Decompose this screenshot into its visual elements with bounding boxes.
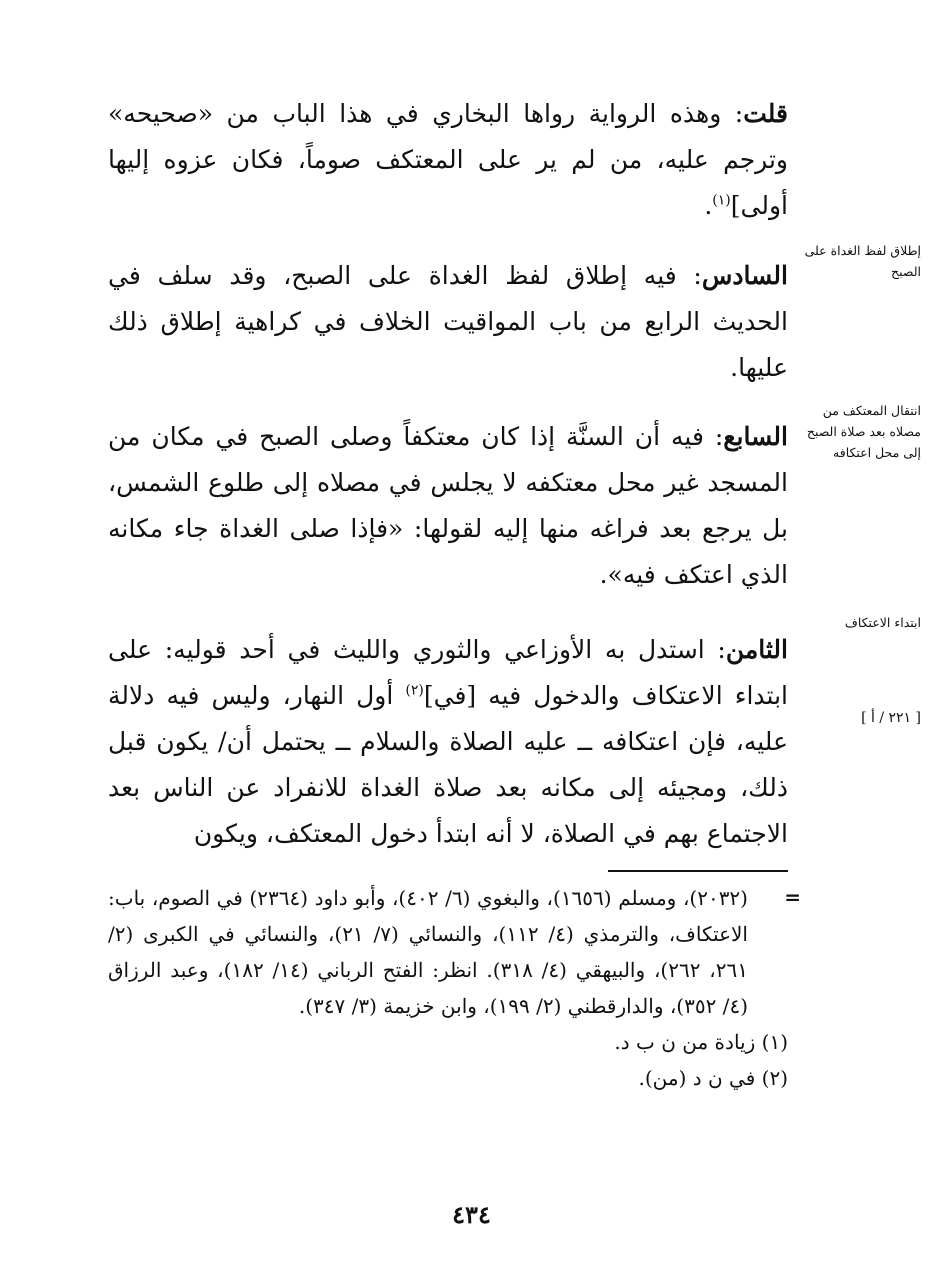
continuation-mark: = — [784, 885, 801, 909]
paragraph-text: : استدل به الأوزاعي والثوري والليث في أحد قوليه: على ابتداء الاعتكاف والدخول فيه [في] — [108, 635, 788, 710]
paragraph-lead: السابع — [723, 422, 788, 451]
footnote-item — [108, 1060, 788, 1096]
footnote-continuation: (٢٠٣٢)، ومسلم (١٦٥٦)، والبغوي (٦/ ٤٠٢)، وأبو داود (٢٣٦٤) في الصوم، باب: الاعتكاف، والترمذي (٤/ ١١٢)، والنسائي (٧/ ٢١)، والنسائي في الكبرى (٢/ ٢٦١، ٢٦٢)، والبيهقي (٤/ ٣١٨). انظر: الفتح الرباني (١٤/ ١٨٢)، وعبد الرزاق (٤/ ٣٥٢)، والدارقطني (٢/ ١٩٩)، وابن خزيمة (٣/ ٣٤٧). — [108, 886, 748, 1018]
paragraph-text: : فيه أن السنَّة إذا كان معتكفاً وصلى الصبح في مكان من المسجد غير محل معتكفه لا يجلس في مصلاه إلى طلوع الشمس، بل يرجع بعد فراغه منها إليه لقولها: «فإذا صلى الغداة جاء مكانه الذي اعتكف فيه». — [108, 422, 788, 589]
paragraph-text-cont: أول النهار، وليس فيه دلالة عليه، فإن اعتكافه ــ عليه الصلاة والسلام ــ يحتمل أن/ يكون قبل ذلك، ومجيئه إلى مكانه بعد صلاة الغداة للانفراد عن الناس بعد الاجتماع بهم في الصلاة، لا أنه ابتدأ دخول المعتكف، ويكون — [108, 681, 789, 848]
paragraph-lead: الثامن — [725, 635, 788, 664]
margin-note-start: ابتداء الاعتكاف — [844, 615, 921, 630]
footnote-item — [108, 1024, 788, 1060]
paragraph-seventh — [108, 414, 788, 598]
paragraph-sixth — [108, 253, 788, 391]
manuscript-ref-tag: [ ٢٢١ / أ ] — [861, 710, 921, 726]
paragraph-eighth — [108, 627, 788, 857]
footnote-ref-2: (٢) — [405, 682, 424, 699]
footnote-ref-1: (١) — [712, 192, 731, 209]
margin-note-ghadah: إطلاق لفظ الغداة على الصبح — [804, 243, 921, 279]
footnotes-block — [108, 880, 788, 1096]
footnote-number: (٢) — [761, 1066, 788, 1090]
footnote-text: في ن د (من). — [638, 1066, 756, 1090]
paragraph-note — [108, 91, 788, 229]
margin-note-moving: انتقال المعتكف من مصلاه بعد صلاة الصبح إلى محل اعتكافه — [806, 403, 921, 460]
footnote-number: (١) — [761, 1030, 788, 1054]
page-number: ٤٣٤ — [452, 1200, 491, 1229]
paragraph-text: : فيه إطلاق لفظ الغداة على الصبح، وقد سلف في الحديث الرابع من باب المواقيت الخلاف في كراهية إطلاق ذلك عليها. — [108, 261, 788, 382]
paragraph-lead: قلت — [743, 99, 788, 128]
footnote-text: زيادة من ن ب د. — [614, 1030, 756, 1054]
paragraph-text: : وهذه الرواية رواها البخاري في هذا الباب من «صحيحه» وترجم عليه، من لم ير على المعتكف صوماً، فكان عزوه إليها أولى] — [108, 99, 788, 220]
paragraph-lead: السادس — [701, 261, 788, 290]
footnote-divider — [608, 870, 788, 872]
paragraph-tail: . — [704, 191, 713, 220]
